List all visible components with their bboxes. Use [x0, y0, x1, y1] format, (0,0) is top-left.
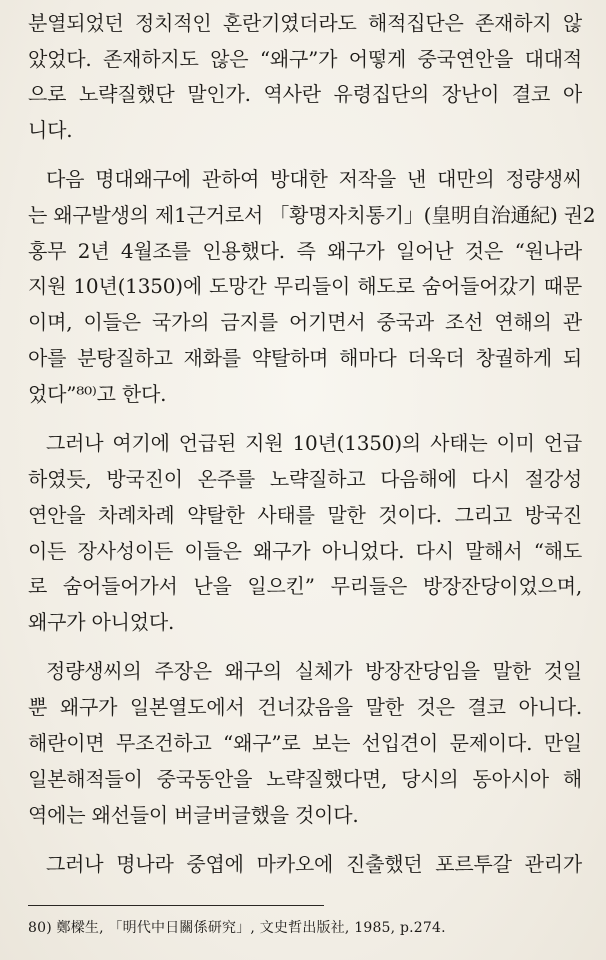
- text-line: 이든 장사성이든 이들은 왜구가 아니었다. 다시 말해서 “해도: [28, 539, 582, 563]
- text-line: 일본해적들이 중국동안을 노략질했다면, 당시의 동아시아 해: [28, 767, 582, 791]
- text-line: 하였듯, 방국진이 온주를 노략질하고 다음해에 다시 절강성: [28, 467, 582, 491]
- text-line: 홍무 2년 4월조를 인용했다. 즉 왜구가 일어난 것은 “원나라: [28, 239, 582, 263]
- text-line: 니다.: [28, 118, 73, 142]
- footnote: 80) 鄭樑生, 「明代中日關係研究」, 文史哲出版社, 1985, p.274.: [28, 920, 446, 936]
- text-line: 연안을 차례차례 약탈한 사태를 말한 것이다. 그리고 방국진: [28, 503, 582, 527]
- text-line: 었다”⁸⁰⁾고 한다.: [28, 382, 167, 406]
- text-line: 뿐 왜구가 일본열도에서 건너갔음을 말한 것은 결코 아니다.: [28, 695, 582, 719]
- text-line: 정량생씨의 주장은 왜구의 실체가 방장잔당임을 말한 것일: [46, 659, 582, 683]
- text-line: 역에는 왜선들이 버글버글했을 것이다.: [28, 803, 359, 827]
- text-line: 분열되었던 정치적인 혼란기였더라도 해적집단은 존재하지 않: [28, 11, 582, 35]
- text-line: 았었다. 존재하지도 않은 “왜구”가 어떻게 중국연안을 대대적: [28, 47, 582, 71]
- footnote-divider: [28, 905, 324, 906]
- text-line: 그러나 명나라 중엽에 마카오에 진출했던 포르투갈 관리가: [46, 852, 582, 876]
- text-line: 으로 노략질했단 말인가. 역사란 유령집단의 장난이 결코 아: [28, 82, 582, 106]
- text-line: 다음 명대왜구에 관하여 방대한 저작을 낸 대만의 정량생씨: [46, 167, 582, 191]
- text-line: 해란이면 무조건하고 “왜구”로 보는 선입견이 문제이다. 만일: [28, 731, 582, 755]
- text-line: 아를 분탕질하고 재화를 약탈하며 해마다 더욱더 창궐하게 되: [28, 346, 582, 370]
- text-line: 로 숨어들어가서 난을 일으킨” 무리들은 방장잔당이었으며,: [28, 574, 582, 598]
- text-line: 왜구가 아니었다.: [28, 610, 175, 634]
- text-line: 지원 10년(1350)에 도망간 무리들이 해도로 숨어들어갔기 때문: [28, 274, 582, 298]
- text-line: 그러나 여기에 언급된 지원 10년(1350)의 사태는 이미 언급: [46, 431, 582, 455]
- text-line: 이며, 이들은 국가의 금지를 어기면서 중국과 조선 연해의 관: [28, 310, 582, 334]
- text-line: 는 왜구발생의 제1근거로서 「황명자치통기」(皇明自治通紀) 권2: [28, 203, 596, 227]
